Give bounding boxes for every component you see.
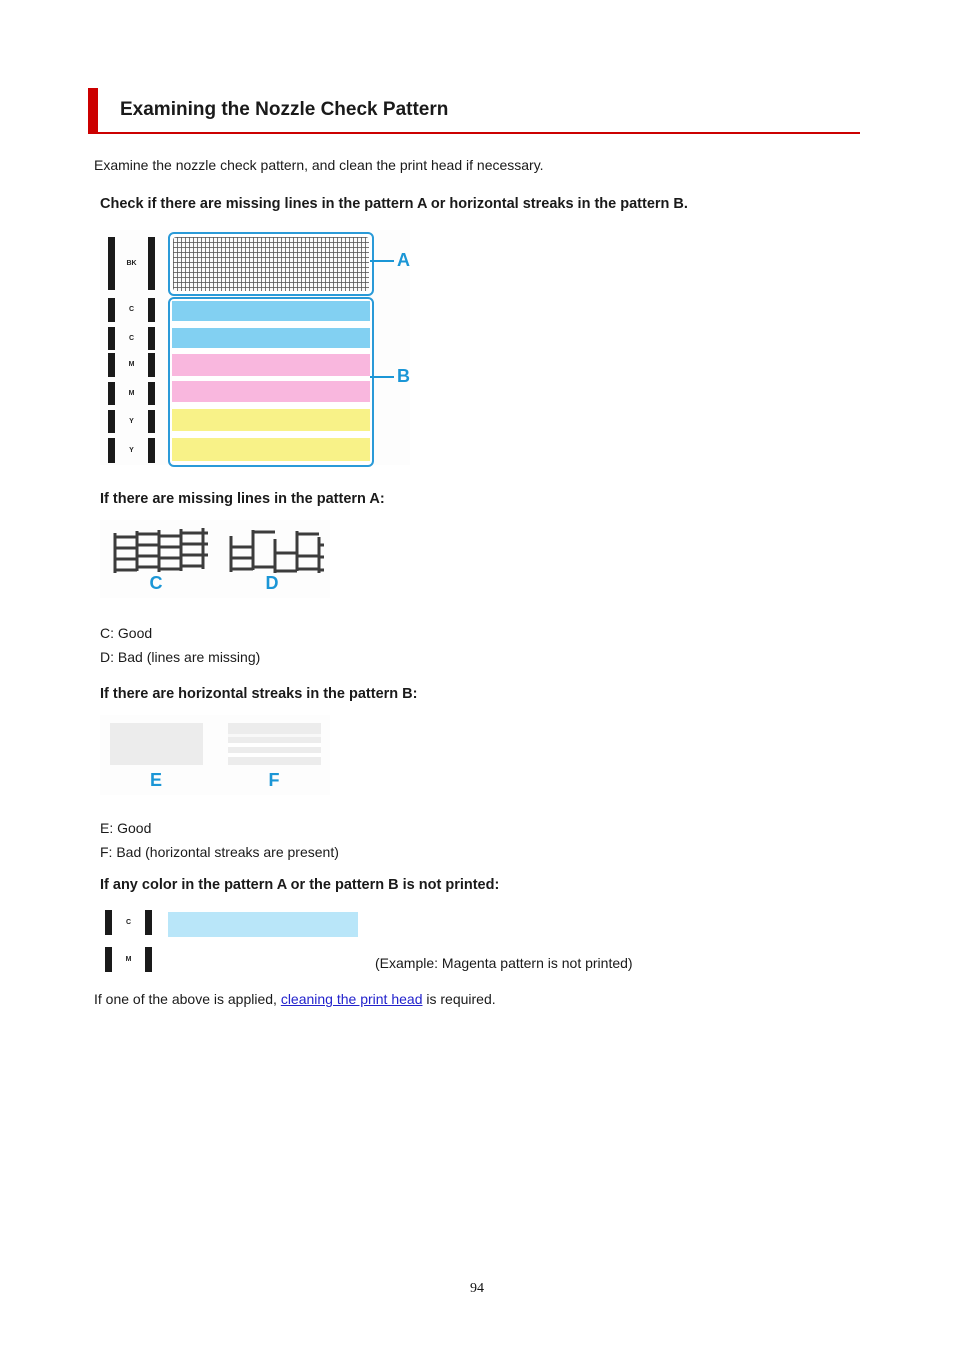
ink-bar-label: M [128, 389, 135, 397]
cyan-band [168, 912, 358, 937]
pattern-b-box [168, 297, 374, 467]
ink-bar [145, 947, 152, 972]
page-header [88, 88, 860, 134]
section-heading-streaks: If there are horizontal streaks in the pattern B: [100, 686, 418, 702]
missing-lines-figure [100, 520, 330, 598]
ink-bar [148, 382, 155, 405]
title-accent-bar [88, 88, 98, 132]
yellow-band [172, 438, 370, 461]
ink-bar [148, 327, 155, 350]
pattern-a-grid [173, 237, 369, 291]
pink-band [172, 381, 370, 402]
good-block-letter: E [149, 770, 162, 790]
cyan-band [172, 328, 370, 348]
bad-pattern-letter: D [265, 573, 279, 593]
yellow-band [172, 409, 370, 431]
bad-streaked-block-image [228, 723, 321, 765]
closing-text [94, 989, 854, 1009]
ink-bar-label: Y [129, 446, 134, 454]
ef-legend [100, 816, 339, 864]
intro-text: Examine the nozzle check pattern, and clean the print head if necessary. [94, 157, 544, 173]
ink-bar-label: C [128, 306, 135, 313]
d-bad-text: D: Bad (lines are missing) [100, 649, 261, 665]
missing-color-figure [100, 905, 660, 977]
section-heading-no-color: If any color in the pattern A or the pattern B is not printed: [100, 877, 500, 893]
example-caption: (Example: Magenta pattern is not printed) [375, 955, 633, 971]
closing-before: If one of the above is applied, [94, 991, 281, 1007]
c-good-text: C: Good [100, 625, 153, 641]
cleaning-print-head-link[interactable]: cleaning the print head [280, 991, 423, 1007]
ink-bar [108, 237, 115, 290]
ink-bar-label: M [128, 361, 135, 368]
nozzle-check-pattern-figure [100, 230, 410, 465]
ink-bar-label: M [125, 956, 132, 963]
bad-grid-pattern-image [226, 526, 324, 576]
ink-bar [108, 438, 115, 463]
closing-after: is required. [422, 991, 496, 1007]
page-number: 94 [470, 1281, 484, 1296]
cyan-band [172, 301, 370, 321]
ink-bar [148, 410, 155, 433]
good-grid-pattern-image [110, 526, 208, 576]
streaks-figure [100, 715, 330, 795]
ink-bar [108, 327, 115, 350]
ink-bar [108, 382, 115, 405]
ink-bar-label: BK [126, 259, 137, 267]
ink-bar [108, 353, 115, 377]
ink-bar [148, 237, 155, 290]
ink-bar-label: C [128, 334, 135, 342]
cd-legend [100, 621, 260, 669]
ink-bar-label: C [125, 919, 132, 926]
pink-band [172, 354, 370, 376]
pattern-a-label: A [397, 250, 410, 270]
ink-bar-label: Y [129, 417, 134, 425]
pattern-a-pointer-line [370, 260, 394, 262]
ink-bar [145, 910, 152, 935]
ink-bar [108, 298, 115, 322]
good-block-image [110, 723, 203, 765]
section-heading-check: Check if there are missing lines in the pattern A or horizontal streaks in the pattern B. [100, 196, 688, 212]
e-good-text: E: Good [100, 820, 152, 836]
ink-bar [148, 298, 155, 322]
pattern-b-label: B [397, 366, 410, 386]
pattern-b-pointer-line [370, 376, 394, 378]
bad-block-letter: F [268, 770, 280, 790]
ink-bar [108, 410, 115, 433]
f-bad-text: F: Bad (horizontal streaks are present) [100, 844, 339, 860]
ink-bar [148, 353, 155, 377]
good-pattern-letter: C [149, 573, 163, 593]
page-title: Examining the Nozzle Check Pattern [120, 99, 449, 120]
pattern-a-box [168, 232, 374, 296]
ink-bar [105, 910, 112, 935]
section-heading-missing-lines: If there are missing lines in the pattern A: [100, 491, 385, 507]
ink-bar [105, 947, 112, 972]
ink-bar [148, 438, 155, 463]
